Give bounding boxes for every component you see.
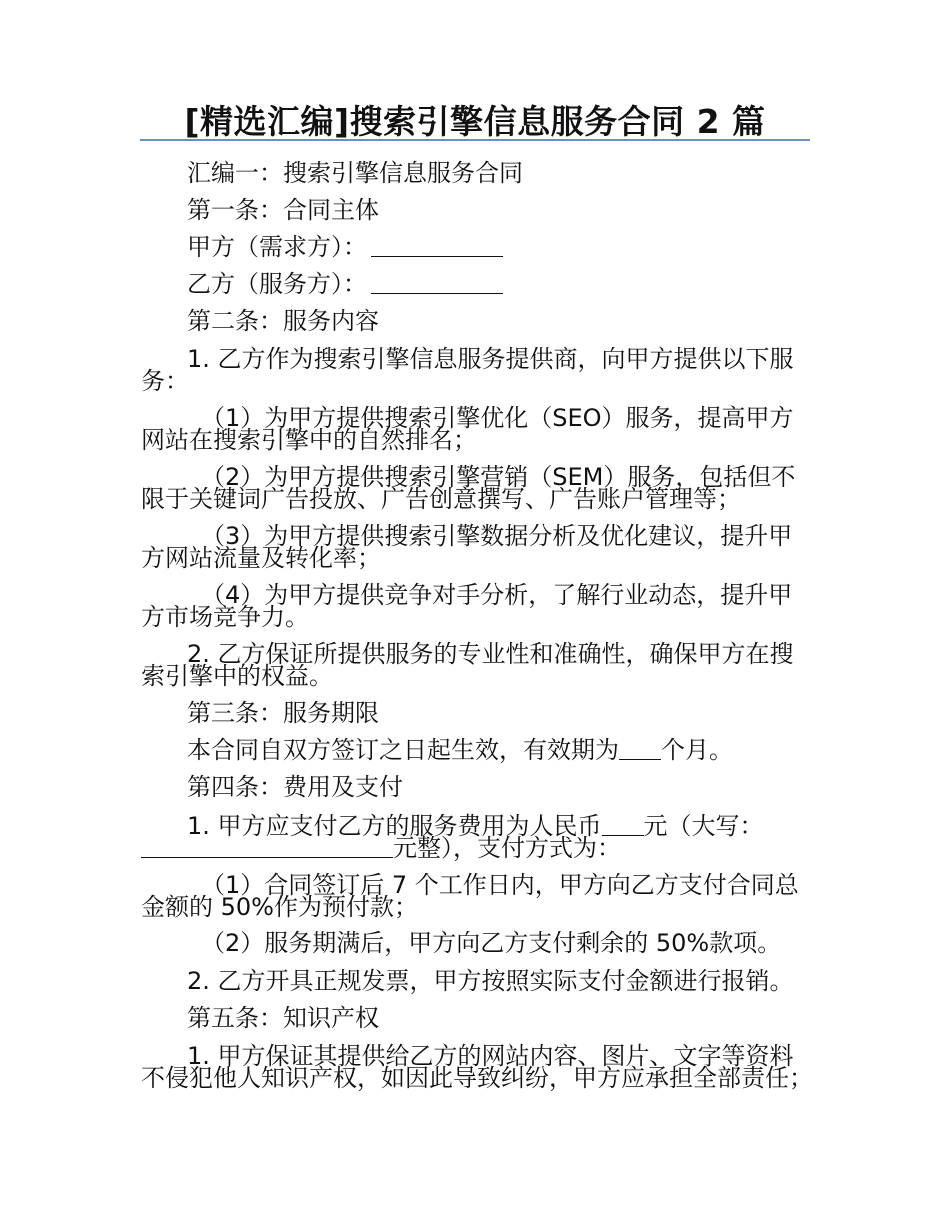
party-a-blank[interactable] <box>371 236 503 257</box>
section-heading: 汇编一：搜索引擎信息服务合同 <box>187 159 523 187</box>
fee-amount-blank[interactable] <box>602 815 644 836</box>
paragraph: 1. 乙方作为搜索引擎信息服务提供商，向甲方提供以下服务： <box>141 345 794 395</box>
fee-line <box>141 812 813 862</box>
article-heading: 第四条：费用及支付 <box>187 773 403 801</box>
term-months-blank[interactable] <box>619 739 661 760</box>
paragraph: 2. 乙方保证所提供服务的专业性和准确性，确保甲方在搜索引擎中的权益。 <box>141 640 794 690</box>
fee-text: 1. 甲方应支付乙方的服务费用为人民币 <box>187 812 602 840</box>
term-unit: 个月。 <box>661 736 733 764</box>
article-heading: 第一条：合同主体 <box>187 196 379 224</box>
term-text: 本合同自双方签订之日起生效，有效期为 <box>187 736 619 764</box>
fee-capital-label: 元（大写： <box>643 812 764 840</box>
party-b-line <box>141 270 813 298</box>
fee-capital-blank[interactable] <box>141 837 393 858</box>
party-b-label: 乙方（服务方）： <box>187 270 367 298</box>
party-b-blank[interactable] <box>371 273 503 294</box>
article-heading: 第五条：知识产权 <box>187 1004 379 1032</box>
paragraph: （3）为甲方提供搜索引擎数据分析及优化建议，提升甲方网站流量及转化率； <box>141 522 793 572</box>
paragraph: 2. 乙方开具正规发票，甲方按照实际支付金额进行报销。 <box>187 967 794 995</box>
fee-payment-text: 元整），支付方式为： <box>393 834 621 862</box>
party-a-label: 甲方（需求方）： <box>187 233 367 261</box>
paragraph: （2）为甲方提供搜索引擎营销（SEM）服务，包括但不限于关键词广告投放、广告创意撰写、广告账户管理等； <box>141 463 796 513</box>
paragraph: （1）合同签订后 7 个工作日内，甲方向乙方支付合同总金额的 50%作为预付款； <box>141 871 799 921</box>
paragraph: （4）为甲方提供竞争对手分析，了解行业动态，提升甲方市场竞争力。 <box>141 581 793 631</box>
party-a-line <box>141 233 813 261</box>
title-underline <box>140 139 810 141</box>
article-heading: 第三条：服务期限 <box>187 699 379 727</box>
paragraph: （2）服务期满后，甲方向乙方支付剩余的 50%款项。 <box>201 929 782 957</box>
term-line <box>141 736 813 764</box>
paragraph: （1）为甲方提供搜索引擎优化（SEO）服务，提高甲方网站在搜索引擎中的自然排名； <box>141 404 794 454</box>
paragraph: 1. 甲方保证其提供给乙方的网站内容、图片、文字等资料不侵犯他人知识产权，如因此导致纠纷，甲方应承担全部责任； <box>141 1042 813 1092</box>
article-heading: 第二条：服务内容 <box>187 307 379 335</box>
document-title: [精选汇编]搜索引擎信息服务合同 2 篇 <box>184 102 766 141</box>
